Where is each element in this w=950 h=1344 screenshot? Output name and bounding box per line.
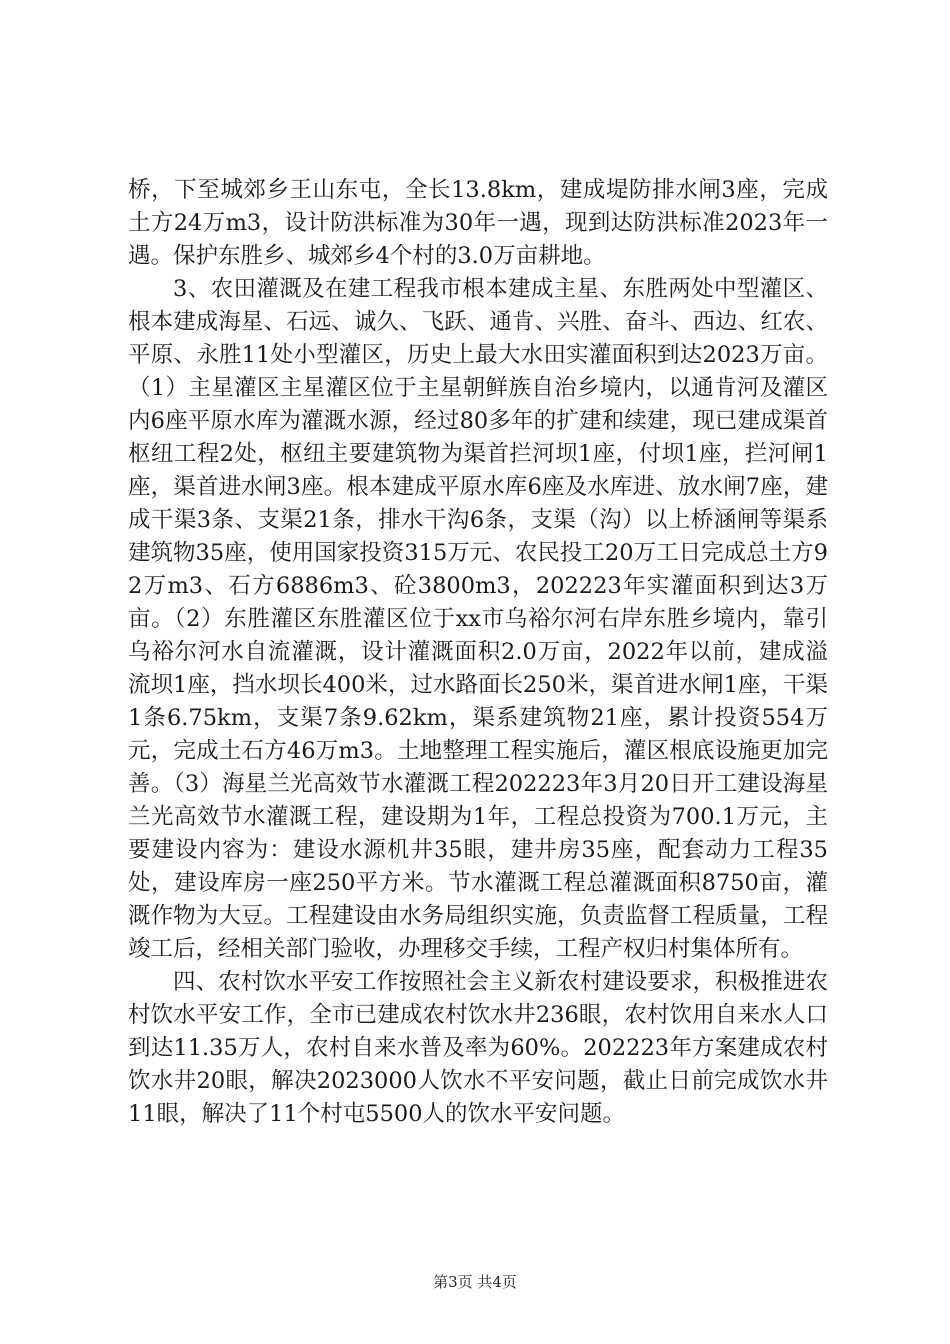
paragraph-drinking-water: 四、农村饮水平安工作按照社会主义新农村建设要求，积极推进农村饮水平安工作，全市已建成农村饮水井236眼，农村饮用自来水人口到达11.35万人，农村自来水普及率为60%。202223年方案建成农村饮水井20眼，解决2023000人饮水不平安问题，截止日前完成饮水井11眼，解决了11个村屯5500人的饮水平安问题。	[128, 969, 828, 1127]
paragraph-irrigation: 3、农田灌溉及在建工程我市根本建成主星、东胜两处中型灌区、根本建成海星、石远、诚久、飞跃、通肯、兴胜、奋斗、西边、红农、平原、永胜11处小型灌区，历史上最大水田实灌面积到达2023万亩。（1）主星灌区主星灌区位于主星朝鲜族自治乡境内，以通肯河及灌区内6座平原水库为灌溉水源，经过80多年的扩建和续建，现已建成渠首枢纽工程2处，枢纽主要建筑物为渠首拦河坝1座，付坝1座，拦河闸1座，渠首进水闸3座。根本建成平原水库6座及水库进、放水闸7座，建成干渠3条、支渠21条，排水干沟6条，支渠（沟）以上桥涵闸等渠系建筑物35座，使用国家投资315万元、农民投工20万工日完成总土方92万m3、石方6886m3、砼3800m3，202223年实灌面积到达3万亩。（2）东胜灌区东胜灌区位于xx市乌裕尔河右岸东胜乡境内，靠引乌裕尔河水自流灌溉，设计灌溉面积2.0万亩，2022年以前，建成溢流坝1座，挡水坝长400米，过水路面长250米，渠首进水闸1座，干渠1条6.75km，支渠7条9.62km，渠系建筑物21座，累计投资554万元，完成土石方46万m3。土地整理工程实施后，灌区根底设施更加完善。（3）海星兰光高效节水灌溉工程202223年3月20日开工建设海星兰光高效节水灌溉工程，建设期为1年，工程总投资为700.1万元，主要建设内容为：建设水源机井35眼，建井房35座，配套动力工程35处，建设库房一座250平方米。节水灌溉工程总灌溉面积8750亩，灌溉作物为大豆。工程建设由水务局组织实施，负责监督工程质量，工程竣工后，经相关部门验收，办理移交手续，工程产权归村集体所有。	[128, 276, 828, 962]
page-footer: 第3页 共4页	[433, 1273, 517, 1291]
paragraph-continuation: 桥，下至城郊乡王山东屯，全长13.8km，建成堤防排水闸3座，完成土方24万m3，设计防洪标准为30年一遇，现到达防洪标准2023年一遇。保护东胜乡、城郊乡4个村的3.0万亩耕地。	[128, 177, 828, 269]
document-body	[128, 174, 828, 1131]
